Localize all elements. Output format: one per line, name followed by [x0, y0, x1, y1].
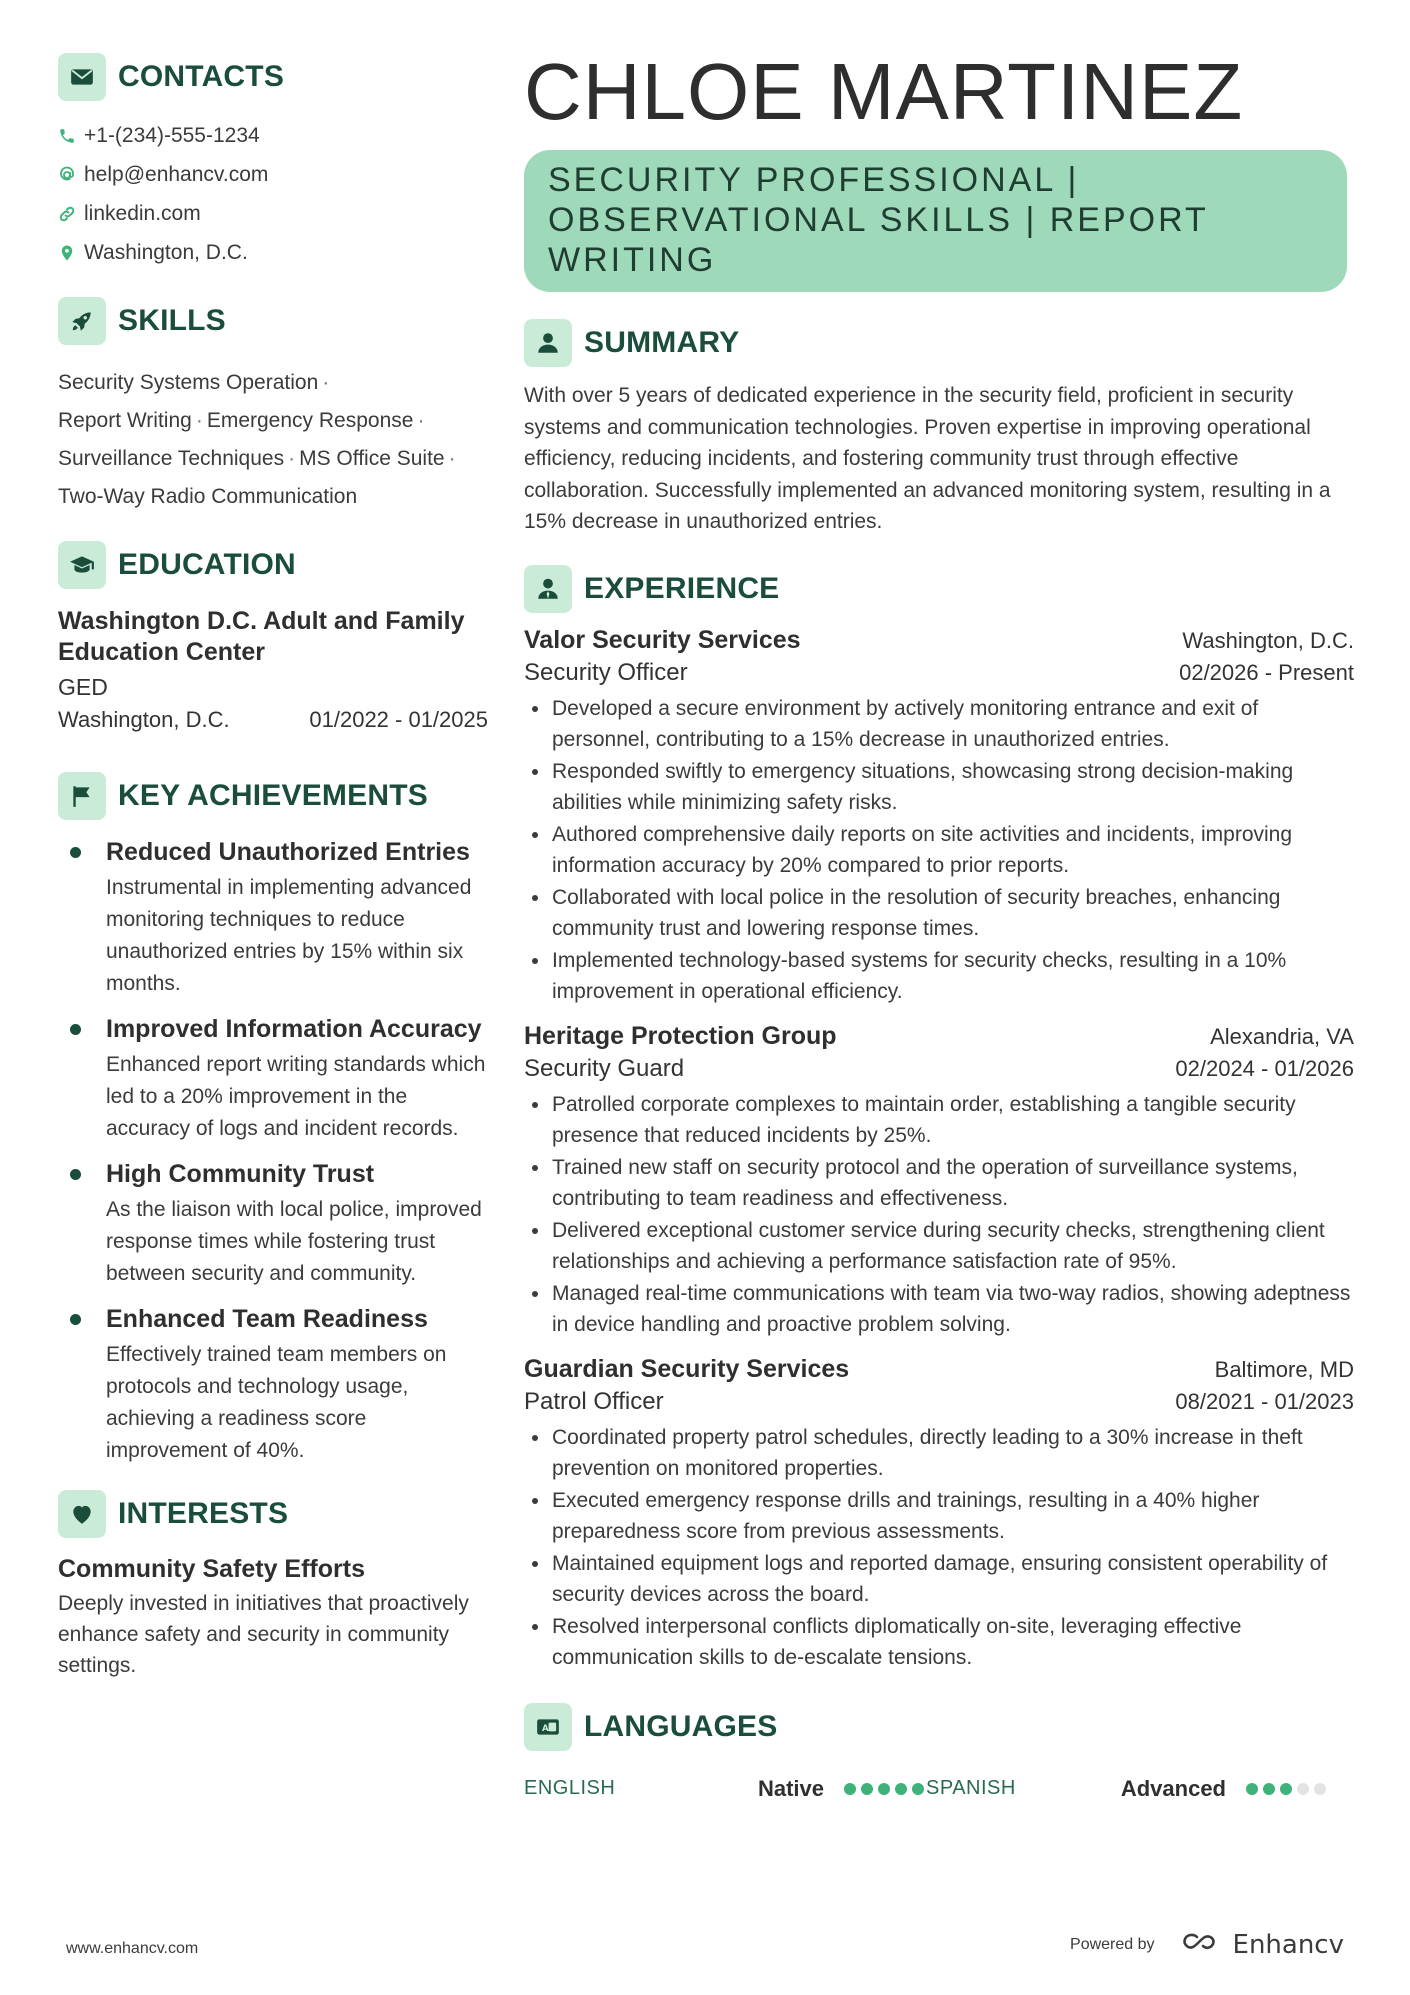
- skill-item: Surveillance Techniques: [58, 447, 285, 470]
- job-location: Washington, D.C.: [1182, 627, 1354, 653]
- skill-item: Emergency Response: [206, 409, 414, 432]
- rating-dot-filled: [912, 1783, 924, 1795]
- job-bullet: Maintained equipment logs and reported damage, ensuring consistent operability of security devices across the board.: [524, 1548, 1354, 1611]
- contact-linkedin: [58, 194, 488, 233]
- job-entry: [524, 1355, 1354, 1674]
- summary-text: With over 5 years of dedicated experience in the security field, proficient in security systems and communication technologies. Proven expertise in improving operational efficiency, reducing incidents, and fostering community trust through effective collaboration. Successfully implemented an advanced monitoring system, resulting in a 15% decrease in unauthorized entries.: [524, 384, 1331, 533]
- heart-icon: [58, 1490, 106, 1538]
- languages-title: LANGUAGES: [584, 1709, 778, 1743]
- job-role: Security Officer: [524, 658, 688, 686]
- job-location: Alexandria, VA: [1210, 1023, 1354, 1049]
- rating-dot-filled: [861, 1783, 873, 1795]
- achievements-section-header: [58, 771, 488, 821]
- achievement-title: Enhanced Team Readiness: [106, 1305, 428, 1333]
- job-bullet: Delivered exceptional customer service during security checks, strengthening client relationships and achieving a performance satisfaction rate of 95%.: [524, 1215, 1354, 1278]
- job-entry: [524, 1022, 1354, 1341]
- job-bullet: Resolved interpersonal conflicts diplomatically on-site, leveraging effective communication skills to de-escalate tensions.: [524, 1611, 1354, 1674]
- job-bullet: Collaborated with local police in the resolution of security breaches, enhancing community trust and lowering response times.: [524, 882, 1354, 945]
- user-icon: [524, 319, 572, 367]
- powered-by-label: Powered by: [1070, 1936, 1155, 1953]
- job-bullet: Patrolled corporate complexes to maintain order, establishing a tangible security presence that reduced incidents by 25%.: [524, 1089, 1354, 1152]
- achievement-desc: As the liaison with local police, improved response times while fostering trust between security and community.: [106, 1198, 482, 1285]
- phone-icon: [58, 125, 84, 147]
- contact-phone: [58, 116, 488, 155]
- language-level: Native: [757, 1775, 824, 1801]
- interest-title: Community Safety Efforts: [58, 1555, 365, 1583]
- skills-section-header: [58, 296, 488, 346]
- svg-text:A: A: [542, 1723, 549, 1734]
- experience-section-header: [524, 564, 1354, 614]
- language-name: SPANISH: [926, 1777, 1016, 1799]
- flag-icon: [58, 772, 106, 820]
- skills-list: Security Systems Operation · Report Writing · Emergency Response · Surveillance Techniques · MS Office Suite · Two-Way Radio Communication: [58, 371, 456, 508]
- summary-section-header: [524, 318, 1354, 368]
- education-dates: 01/2022 - 01/2025: [309, 707, 488, 732]
- rating-dot-empty: [1297, 1783, 1309, 1795]
- achievement-title: Reduced Unauthorized Entries: [106, 838, 470, 866]
- contact-phone-text: +1-(234)-555-1234: [84, 123, 260, 147]
- language-level: Advanced: [1120, 1775, 1226, 1801]
- location-icon: [58, 242, 84, 264]
- contact-list: [58, 116, 488, 272]
- contact-email-text[interactable]: help@enhancv.com: [84, 162, 269, 186]
- achievement-desc: Effectively trained team members on protocols and technology usage, achieving a readiness score improvement of 40%.: [106, 1343, 447, 1462]
- education-meta: [58, 707, 488, 733]
- candidate-name: CHLOE MARTINEZ: [524, 47, 1244, 136]
- languages-section-header: [524, 1702, 1354, 1752]
- tagline-box: SECURITY PROFESSIONAL | OBSERVATIONAL SKILLS | REPORT WRITING: [524, 150, 1347, 292]
- job-company: Guardian Security Services: [524, 1354, 850, 1383]
- rating-dot-filled: [1246, 1783, 1258, 1795]
- education-location: Washington, D.C.: [58, 707, 230, 732]
- footer-website[interactable]: www.enhancv.com: [66, 1940, 199, 1957]
- job-subheader: [524, 659, 1354, 687]
- rating-dot-filled: [895, 1783, 907, 1795]
- achievement-title: Improved Information Accuracy: [106, 1015, 482, 1043]
- achievement-item: [58, 1159, 488, 1290]
- skill-item: Security Systems Operation: [58, 371, 319, 394]
- job-bullets: [524, 1422, 1354, 1674]
- contact-linkedin-text[interactable]: linkedin.com: [84, 201, 201, 225]
- education-degree: GED: [58, 674, 108, 700]
- job-dates: 02/2024 - 01/2026: [1175, 1055, 1354, 1081]
- bullet-dot: [70, 1024, 81, 1035]
- brand-name: Enhancv: [1232, 1930, 1344, 1960]
- contact-email: [58, 155, 488, 194]
- job-bullet: Managed real-time communications with team via two-way radios, showing adeptness in device handling and proactive problem solving.: [524, 1278, 1354, 1341]
- achievement-desc: Instrumental in implementing advanced monitoring techniques to reduce unauthorized entries by 15% within six months.: [106, 876, 472, 995]
- briefcase-user-icon: [524, 565, 572, 613]
- achievement-title: High Community Trust: [106, 1160, 375, 1188]
- language-name: ENGLISH: [524, 1777, 616, 1799]
- link-icon: [58, 203, 84, 225]
- language-item: [524, 1776, 924, 1802]
- interests-title: INTERESTS: [118, 1497, 289, 1530]
- job-bullet: Responded swiftly to emergency situations, showcasing strong decision-making abilities while minimizing safety risks.: [524, 756, 1354, 819]
- rating-dot-filled: [1280, 1783, 1292, 1795]
- rating-dot-filled: [878, 1783, 890, 1795]
- enhancv-logo-icon: [1181, 1931, 1225, 1960]
- job-header: [524, 626, 1354, 655]
- job-dates: 08/2021 - 01/2023: [1175, 1388, 1354, 1414]
- contact-location-text: Washington, D.C.: [84, 240, 248, 264]
- achievement-item: [58, 1014, 488, 1145]
- job-subheader: [524, 1055, 1354, 1083]
- job-bullet: Authored comprehensive daily reports on site activities and incidents, improving information accuracy by 20% compared to prior reports.: [524, 819, 1354, 882]
- job-subheader: [524, 1388, 1354, 1416]
- bullet-dot: [70, 847, 81, 858]
- job-role: Patrol Officer: [524, 1387, 664, 1415]
- job-role: Security Guard: [524, 1054, 685, 1082]
- contacts-title: CONTACTS: [118, 60, 285, 93]
- bullet-dot: [70, 1169, 81, 1180]
- language-rating: [1246, 1783, 1326, 1795]
- translate-icon: [524, 1703, 572, 1751]
- at-icon: [58, 164, 84, 186]
- education-section-header: [58, 540, 488, 590]
- job-header: [524, 1022, 1354, 1051]
- summary-title: SUMMARY: [584, 326, 740, 359]
- bullet-dot: [70, 1314, 81, 1325]
- language-item: [926, 1776, 1326, 1802]
- rating-dot-filled: [844, 1783, 856, 1795]
- contact-location: [58, 233, 488, 272]
- skills-title: SKILLS: [118, 304, 226, 337]
- job-company: Valor Security Services: [524, 625, 801, 654]
- job-bullet: Implemented technology-based systems for security checks, resulting in a 10% improvement in operational efficiency.: [524, 945, 1354, 1008]
- footer-branding: [1070, 1930, 1344, 1960]
- job-bullet: Developed a secure environment by actively monitoring entrance and exit of personnel, contributing to a 15% decrease in unauthorized entries.: [524, 693, 1354, 756]
- experience-title: EXPERIENCE: [584, 571, 780, 605]
- interests-section-header: [58, 1489, 488, 1539]
- skill-item: Two-Way Radio Communication: [58, 485, 358, 508]
- job-header: [524, 1355, 1354, 1384]
- graduation-cap-icon: [58, 541, 106, 589]
- achievement-item: [58, 837, 488, 1000]
- job-bullet: Coordinated property patrol schedules, directly leading to a 30% increase in theft prevention on monitored properties.: [524, 1422, 1354, 1485]
- rating-dot-filled: [1263, 1783, 1275, 1795]
- interest-desc: Deeply invested in initiatives that proactively enhance safety and security in community settings.: [58, 1592, 469, 1677]
- achievement-item: [58, 1304, 488, 1467]
- job-bullet: Executed emergency response drills and trainings, resulting in a 40% higher preparedness score from previous assessments.: [524, 1485, 1354, 1548]
- rocket-icon: [58, 297, 106, 345]
- achievements-list: [58, 837, 488, 1467]
- education-school: Washington D.C. Adult and Family Education Center: [58, 607, 465, 666]
- job-entry: [524, 626, 1354, 1008]
- rating-dot-empty: [1314, 1783, 1326, 1795]
- achievements-title: KEY ACHIEVEMENTS: [118, 779, 428, 812]
- left-column: [58, 52, 488, 1681]
- skill-item: Report Writing: [58, 409, 192, 432]
- job-dates: 02/2026 - Present: [1179, 659, 1354, 685]
- envelope-icon: [58, 53, 106, 101]
- job-company: Heritage Protection Group: [524, 1021, 837, 1050]
- right-column: [524, 47, 1354, 1804]
- job-bullets: [524, 1089, 1354, 1341]
- contacts-section-header: [58, 52, 488, 102]
- languages-row: [524, 1774, 1354, 1804]
- education-title: EDUCATION: [118, 548, 296, 581]
- job-bullet: Trained new staff on security protocol and the operation of surveillance systems, contributing to team readiness and effectiveness.: [524, 1152, 1354, 1215]
- skill-item: MS Office Suite: [299, 447, 445, 470]
- job-bullets: [524, 693, 1354, 1008]
- job-location: Baltimore, MD: [1214, 1356, 1354, 1382]
- language-rating: [844, 1783, 924, 1795]
- achievement-desc: Enhanced report writing standards which led to a 20% improvement in the accuracy of logs and incident records.: [106, 1053, 486, 1140]
